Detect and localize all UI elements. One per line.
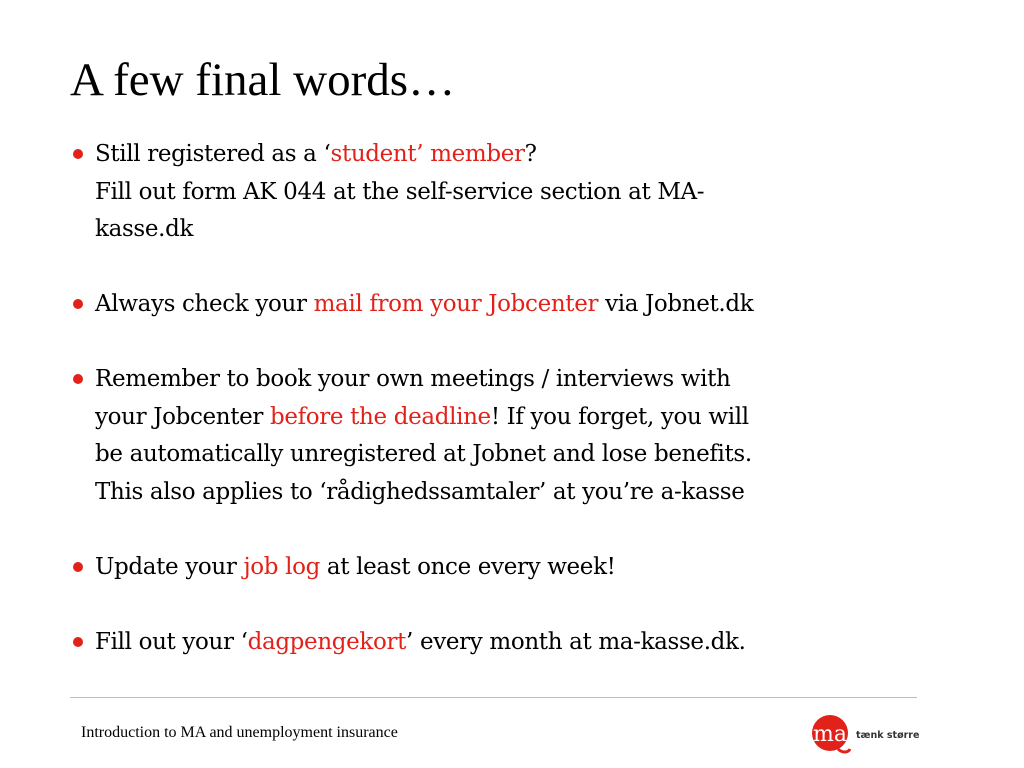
highlighted-text: dagpengekort <box>247 628 407 655</box>
bullet-text: This also applies to ‘rådighedssamtaler’ at you’re a-kasse <box>95 478 745 505</box>
bullet-text: at least once every week! <box>319 553 616 580</box>
highlighted-text: before the deadline <box>269 403 491 430</box>
red-dot-icon <box>73 149 83 159</box>
bullet-line <box>95 286 930 324</box>
bullet-item <box>70 549 930 587</box>
bullet-item <box>70 361 930 511</box>
highlighted-text: student’ member <box>330 141 525 167</box>
ma-logo-mark-icon <box>808 715 858 755</box>
bullet-text: Fill out form AK 044 at the self-service section at MA- <box>95 178 705 205</box>
bullet-text: Always check your <box>95 291 314 317</box>
bullet-text: via Jobnet.dk <box>598 291 754 317</box>
bullet-text: your Jobcenter <box>95 403 270 430</box>
logo-tagline: tænk større <box>856 730 920 741</box>
bullet-line <box>95 436 930 474</box>
red-dot-icon <box>73 637 83 647</box>
bullet-text: be automatically unregistered at Jobnet and lose benefits. <box>95 441 752 467</box>
bullet-line <box>95 174 930 212</box>
bullet-text: Remember to book your own meetings / interviews with <box>95 366 731 392</box>
bullet-line <box>95 361 930 399</box>
bullet-text: ’ every month at ma-kasse.dk. <box>406 628 746 655</box>
highlighted-text: job log <box>243 553 320 580</box>
bullet-line <box>95 211 930 249</box>
bullet-text: Fill out your ‘ <box>95 628 248 655</box>
logo-mark-text: ma <box>813 722 847 747</box>
bullet-text: ! If you forget, you will <box>490 403 749 430</box>
slide-title: A few final words… <box>70 54 456 106</box>
bullet-line <box>95 624 930 662</box>
bullet-text: Still registered as a ‘ <box>95 141 331 167</box>
red-dot-icon <box>73 562 83 572</box>
highlighted-text: mail from your Jobcenter <box>313 291 599 317</box>
bullet-text: ? <box>524 141 537 167</box>
bullet-text: Update your <box>95 553 244 580</box>
bullet-list <box>70 136 930 661</box>
red-dot-icon <box>73 374 83 384</box>
bullet-line <box>95 474 930 512</box>
bullet-item <box>70 624 930 662</box>
bullet-line <box>95 549 930 587</box>
bullet-text: kasse.dk <box>95 216 194 242</box>
bullet-line <box>95 136 930 174</box>
footer-divider <box>70 697 917 698</box>
red-dot-icon <box>73 299 83 309</box>
bullet-item <box>70 286 930 324</box>
bullet-line <box>95 399 930 437</box>
bullet-item <box>70 136 930 249</box>
footer-text: Introduction to MA and unemployment insurance <box>81 724 398 741</box>
